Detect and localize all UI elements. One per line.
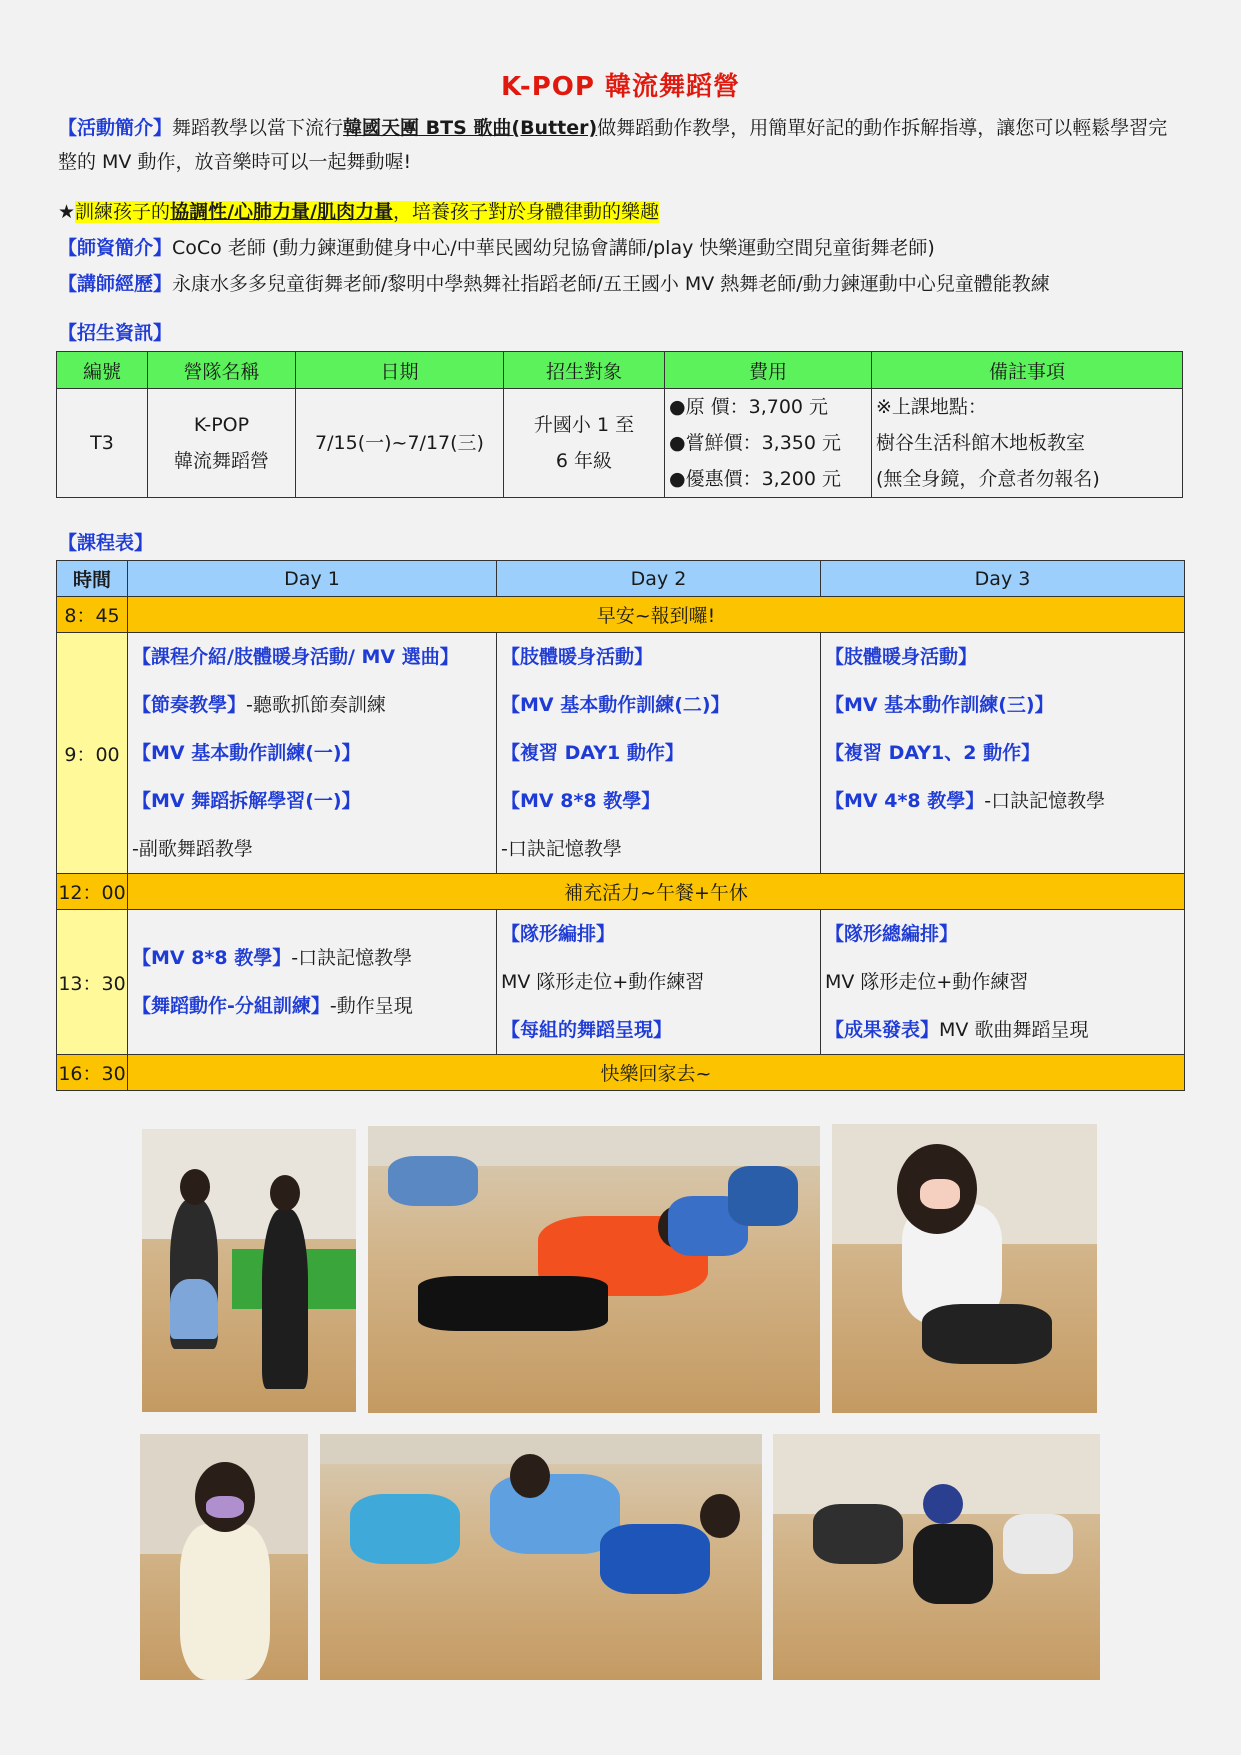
afternoon-day1 [128,910,497,1055]
note-line-3: (無全身鏡，介意者勿報名) [876,468,1100,490]
m-d3-item-3: 【複習 DAY1、2 動作】 [825,742,1041,764]
enrollment-heading: 【招生資訊】 [58,322,173,344]
afternoon-day3 [821,910,1185,1055]
experience-label: 【講師經歷】 [58,273,173,295]
cell-target [504,389,665,498]
row-1330 [57,910,1185,1055]
two-girls-dancing-photo [142,1129,356,1412]
boys-crawling-photo [773,1434,1100,1680]
note-line-2: 樹谷生活科館木地板教室 [876,432,1086,454]
m-d2-item-1: 【肢體暖身活動】 [501,646,654,668]
m-d2-item-2: 【MV 基本動作訓練(二)】 [501,694,730,716]
target-line-2: 6 年級 [555,450,613,472]
cell-id: T3 [57,389,148,498]
header-id: 編號 [57,352,148,389]
time-0845: 8：45 [57,597,128,633]
a-d1-item-2-desc: -動作呈現 [329,995,413,1017]
m-d3-item-2: 【MV 基本動作訓練(三)】 [825,694,1054,716]
m-d1-item-1: 【課程介紹/肢體暖身活動/ MV 選曲】 [132,646,459,668]
a-d1-item-1: 【MV 8*8 教學】 [132,947,292,969]
a-d2-item-3: 【每組的舞蹈呈現】 [501,1019,673,1041]
girl-peace-sign-photo [140,1434,308,1680]
a-d3-item-3-desc: MV 歌曲舞蹈呈現 [939,1019,1089,1041]
m-d1-item-3: 【MV 基本動作訓練(一)】 [132,742,361,764]
note-line-1: ※上課地點： [876,396,987,418]
teacher-line [58,231,1186,265]
schedule-header-row [57,561,1185,597]
schedule-heading: 【課程表】 [58,532,154,554]
highlight-suffix: ，培養孩子對於身體律動的樂趣 [392,201,659,223]
header-name: 營隊名稱 [148,352,296,389]
name-line-1: K-POP [193,414,250,436]
a-d3-item-3: 【成果發表】 [825,1019,940,1041]
experience-line [58,267,1186,301]
row-1200 [57,874,1185,910]
afternoon-day2 [497,910,821,1055]
experience-text: 永康水多多兒童街舞老師/黎明中學熱舞社指蹈老師/五王國小 MV 熱舞老師/動力鍊運動中心兒童體能教練 [172,273,1050,295]
time-0900: 9：00 [57,633,128,874]
enrollment-table [56,351,1183,498]
a-d3-item-1: 【隊形總編排】 [825,923,959,945]
row-0845 [57,597,1185,633]
header-time: 時間 [57,561,128,597]
schedule-table [56,560,1185,1091]
highlight-skills: 協調性/心肺力量/肌肉力量 [170,201,393,223]
m-d2-item-5: -口訣記憶教學 [501,838,622,860]
time-1330: 13：30 [57,910,128,1055]
m-d1-item-2-desc: -聽歌抓節奏訓練 [246,694,386,716]
cell-fee [665,389,872,498]
time-1630: 16：30 [57,1055,128,1091]
teacher-floor-exercise-photo [368,1126,820,1413]
m-d1-item-4: 【MV 舞蹈拆解學習(一)】 [132,790,361,812]
morning-day3 [821,633,1185,874]
intro-text-2: 做舞蹈動作教學，用簡單好記的動作拆解指導，讓您可以輕鬆學習完整的 MV 動作，放音樂時可以一起舞動喔! [58,117,1168,173]
intro-paragraph [58,111,1186,179]
a-d2-item-2: MV 隊形走位+動作練習 [501,971,705,993]
highlight-text [75,201,659,223]
a-d2-item-1: 【隊形編排】 [501,923,616,945]
name-line-2: 韓流舞蹈營 [173,450,269,472]
cell-date: 7/15(一)~7/17(三) [296,389,504,498]
time-1200: 12：00 [57,874,128,910]
highlight-line [58,195,1186,229]
a-d3-item-2: MV 隊形走位+動作練習 [825,971,1029,993]
header-target: 招生對象 [504,352,665,389]
home-cell: 快樂回家去~ [128,1055,1185,1091]
enrollment-row [57,389,1183,498]
cell-note [872,389,1183,498]
row-0900 [57,633,1185,874]
a-d1-item-1-desc: -口訣記憶教學 [291,947,413,969]
target-line-1: 升國小 1 至 [533,414,635,436]
teacher-desc: (動力鍊運動健身中心/中華民國幼兒協會講師/play 快樂運動空間兒童街舞老師) [265,237,935,259]
m-d2-item-3: 【複習 DAY1 動作】 [501,742,684,764]
checkin-cell: 早安~報到囉! [128,597,1185,633]
header-day3: Day 3 [821,561,1185,597]
m-d3-item-1: 【肢體暖身活動】 [825,646,978,668]
header-note: 備註事項 [872,352,1183,389]
m-d1-item-2: 【節奏教學】 [132,694,247,716]
fee-original: ●原 價：3,700 元 [669,396,829,418]
girl-posing-photo [832,1124,1097,1413]
teacher-name: CoCo 老師 [172,237,266,259]
header-fee: 費用 [665,352,872,389]
header-date: 日期 [296,352,504,389]
fee-trial: ●嘗鮮價：3,350 元 [669,432,842,454]
m-d3-item-4-desc: -口訣記憶教學 [984,790,1106,812]
highlight-prefix: 訓練孩子的 [75,201,171,223]
m-d3-item-4: 【MV 4*8 教學】 [825,790,985,812]
intro-label: 【活動簡介】 [58,117,173,139]
intro-song: 韓國天團 BTS 歌曲(Butter) [343,117,598,139]
teacher-label: 【師資簡介】 [58,237,173,259]
intro-text-1: 舞蹈教學以當下流行 [172,117,344,139]
page-title: K-POP 韓流舞蹈營 [501,72,740,102]
header-day1: Day 1 [128,561,497,597]
fee-discount: ●優惠價：3,200 元 [669,468,842,490]
kids-crawling-photo [320,1434,762,1680]
row-1630 [57,1055,1185,1091]
lunch-cell: 補充活力~午餐+午休 [128,874,1185,910]
m-d1-item-5: -副歌舞蹈教學 [132,838,253,860]
enrollment-header-row [57,352,1183,389]
morning-day2 [497,633,821,874]
a-d1-item-2: 【舞蹈動作-分組訓練】 [132,995,330,1017]
morning-day1 [128,633,497,874]
star-icon: ★ [58,201,76,223]
header-day2: Day 2 [497,561,821,597]
cell-name [148,389,296,498]
m-d2-item-4: 【MV 8*8 教學】 [501,790,661,812]
